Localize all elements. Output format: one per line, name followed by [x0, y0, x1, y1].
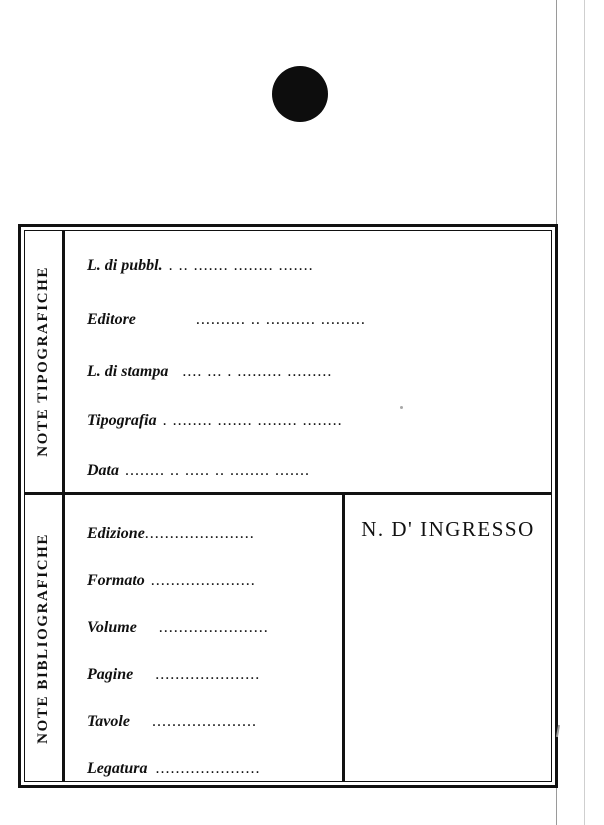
section-note-bibliografiche: [25, 495, 551, 781]
field-row-editore[interactable]: [65, 311, 551, 333]
field-dots-volume: ......................: [158, 619, 269, 636]
field-dots-legatura: .....................: [155, 760, 261, 777]
section-note-tipografiche: [25, 231, 551, 495]
side-label-note-tipografiche: [25, 231, 65, 492]
fields-area-bibliografiche: [65, 495, 551, 781]
field-label-edizione: Edizione: [87, 525, 145, 542]
scan-speck: [400, 406, 403, 409]
field-dots-tipografia: . ........ ....... ........ ........: [162, 412, 343, 429]
field-dots-tavole: .....................: [151, 713, 257, 730]
field-label-tavole: Tavole: [87, 713, 130, 730]
punch-hole-dot: [272, 66, 328, 122]
side-label-note-bibliografiche: [25, 495, 65, 781]
library-card-frame: [18, 224, 558, 788]
field-label-tipografia: Tipografia: [87, 412, 157, 429]
scan-page-right-edge: [556, 0, 604, 825]
library-card-inner-border: [24, 230, 552, 782]
field-row-luogo-stampa[interactable]: [65, 363, 551, 385]
ingresso-title: N. D' INGRESSO: [361, 517, 535, 541]
field-dots-luogo-pubblicazione: . .. ....... ........ .......: [168, 257, 314, 274]
field-label-data: Data: [87, 462, 119, 479]
field-dots-pagine: .....................: [155, 666, 261, 683]
field-label-editore: Editore: [87, 311, 136, 328]
side-label-text-tipografiche: NOTE TIPOGRAFICHE: [35, 266, 51, 457]
field-dots-formato: .....................: [150, 572, 256, 589]
field-label-luogo-pubblicazione: L. di pubbl.: [87, 257, 163, 274]
field-label-volume: Volume: [87, 619, 137, 636]
field-dots-edizione: ......................: [144, 525, 255, 542]
field-dots-editore: .......... .. .......... .........: [195, 311, 366, 328]
side-label-text-bibliografiche: NOTE BIBLIOGRAFICHE: [35, 532, 51, 744]
field-dots-data: ........ .. ..... .. ........ .......: [125, 462, 310, 479]
field-dots-luogo-stampa: .... ... . ......... .........: [182, 363, 333, 380]
ingresso-number-box[interactable]: [342, 495, 551, 781]
field-label-formato: Formato: [87, 572, 145, 589]
field-label-luogo-stampa: L. di stampa: [87, 363, 169, 380]
field-row-data[interactable]: [65, 462, 551, 484]
field-row-luogo-pubblicazione[interactable]: [65, 257, 551, 279]
fields-area-tipografiche: [65, 231, 551, 492]
field-row-tipografia[interactable]: [65, 412, 551, 434]
scan-page-outer-edge: [584, 0, 585, 825]
field-label-legatura: Legatura: [87, 760, 148, 777]
field-label-pagine: Pagine: [87, 666, 134, 683]
